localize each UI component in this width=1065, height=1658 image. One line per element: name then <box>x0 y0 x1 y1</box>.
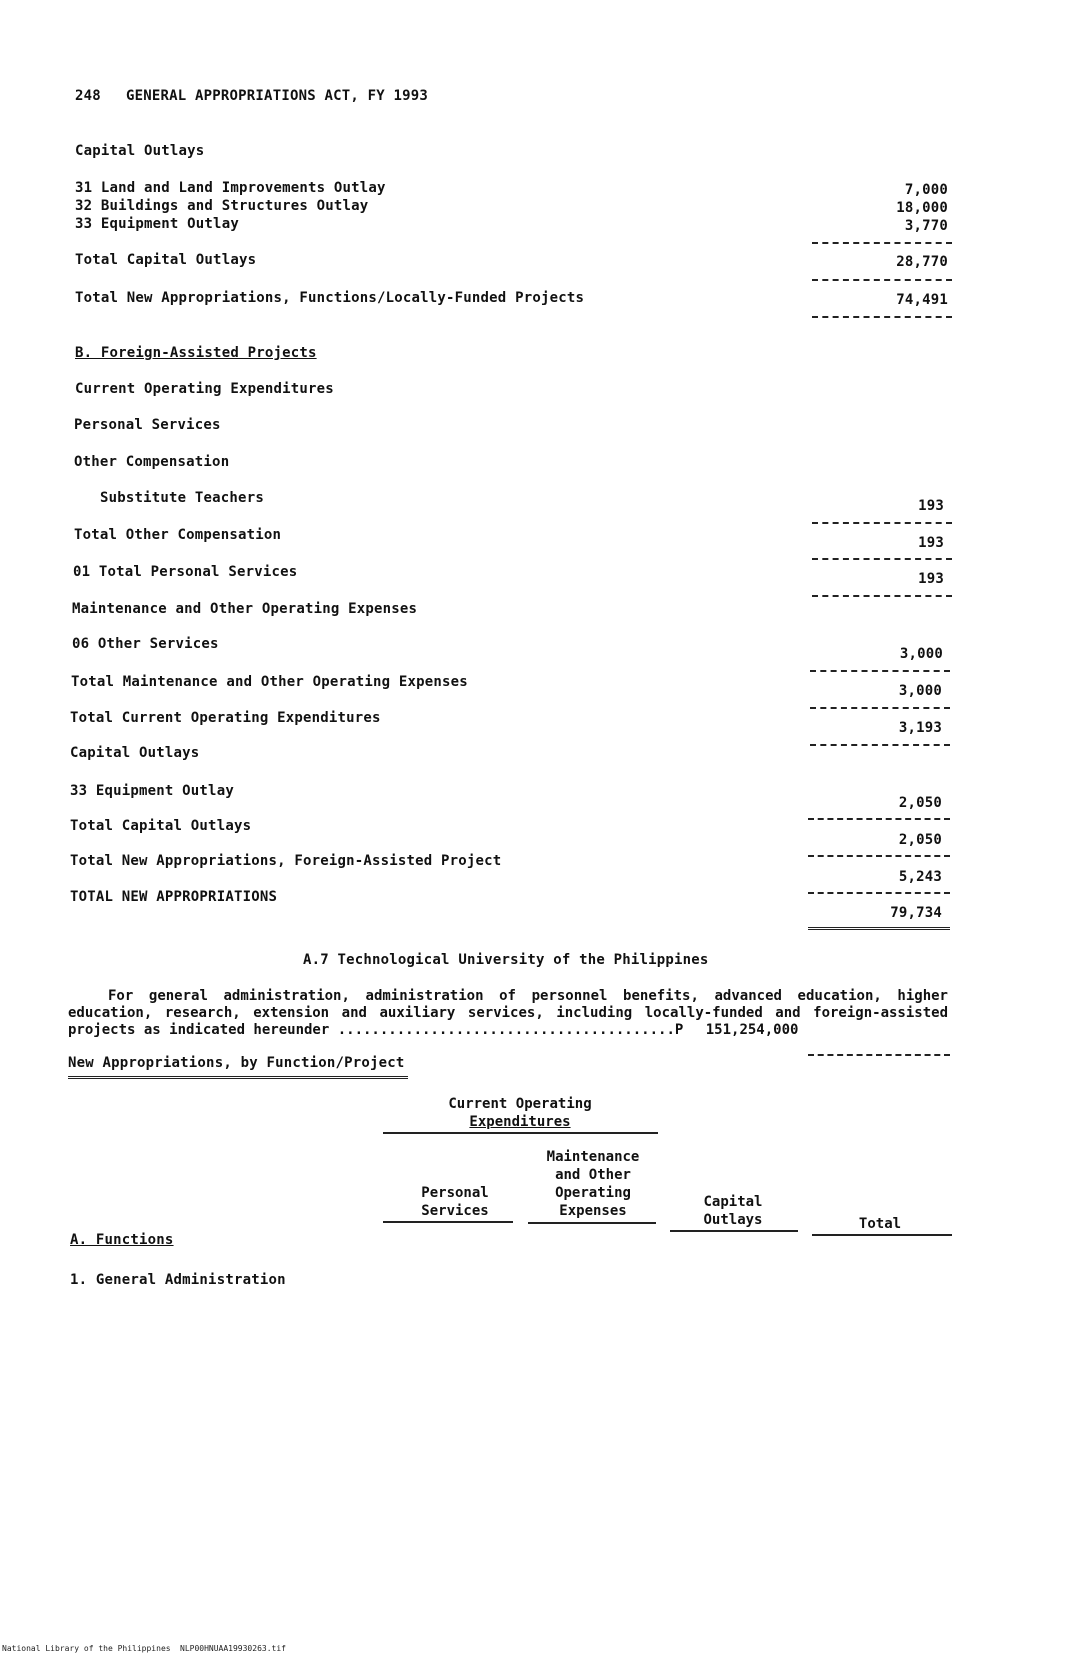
general-administration-label: 1. General Administration <box>70 1272 286 1288</box>
total-current-amount: 3,193 <box>898 720 942 736</box>
equipment-b-label: 33 Equipment Outlay <box>70 783 234 799</box>
a7-paragraph <box>68 988 948 1039</box>
total-new-amount: 79,734 <box>890 905 942 921</box>
total-capital-b-amount: 2,050 <box>898 832 942 848</box>
total-new-foreign-label: Total New Appropriations, Foreign-Assisted Project <box>70 853 502 869</box>
functions-heading: A. Functions <box>70 1232 174 1248</box>
mooe-text-4: Expenses <box>559 1203 627 1219</box>
services-text: Services <box>421 1203 489 1219</box>
divider <box>812 595 952 597</box>
footer-file: NLP00HNUAA19930263.tif <box>180 1644 286 1653</box>
current-operating-col-header <box>385 1095 655 1131</box>
total-mooe-amount: 3,000 <box>898 683 942 699</box>
page-number: 248 <box>75 88 101 104</box>
col-rule <box>528 1222 656 1224</box>
col-rule <box>670 1230 798 1232</box>
col-rule <box>812 1234 952 1236</box>
total-capital-outlays-amount: 28,770 <box>896 254 948 270</box>
footer-library: National Library of the Philippines <box>2 1644 171 1653</box>
divider <box>810 744 950 746</box>
divider <box>808 1054 950 1056</box>
divider <box>812 522 952 524</box>
divider <box>812 279 952 281</box>
total-new-foreign-amount: 5,243 <box>898 869 942 885</box>
land-outlay-amount: 7,000 <box>904 182 948 198</box>
other-services-label: 06 Other Services <box>72 636 219 652</box>
buildings-outlay-amount: 18,000 <box>896 200 948 216</box>
other-services-amount: 3,000 <box>899 646 943 662</box>
capital-outlays-heading: Capital Outlays <box>75 143 205 159</box>
section-b-heading: B. Foreign-Assisted Projects <box>75 345 317 361</box>
equipment-b-amount: 2,050 <box>898 795 942 811</box>
equipment-outlay-amount: 3,770 <box>904 218 948 234</box>
total-other-comp-amount: 193 <box>918 535 944 551</box>
personal-services-col-header <box>395 1184 515 1220</box>
capital-outlays-col-header <box>668 1193 798 1229</box>
personal-services-heading: Personal Services <box>74 417 221 433</box>
current-operating-heading: Current Operating Expenditures <box>75 381 334 397</box>
a7-total-amount: 151,254,000 <box>705 1022 799 1038</box>
new-approp-heading: New Appropriations, by Function/Project <box>68 1055 405 1071</box>
capital-outlays-b-heading: Capital Outlays <box>70 745 200 761</box>
mooe-text-2: and Other <box>555 1167 631 1183</box>
col-rule <box>383 1221 513 1223</box>
mooe-text-3: Operating <box>555 1185 631 1201</box>
outlays-text: Outlays <box>703 1212 763 1228</box>
mooe-col-header <box>528 1148 658 1220</box>
substitute-teachers-amount: 193 <box>918 498 944 514</box>
equipment-outlay-label: 33 Equipment Outlay <box>75 216 239 232</box>
other-compensation-heading: Other Compensation <box>74 454 230 470</box>
col-group-rule <box>383 1132 658 1134</box>
double-divider <box>68 1076 408 1079</box>
current-operating-text: Current Operating <box>448 1096 592 1112</box>
mooe-heading: Maintenance and Other Operating Expenses <box>72 601 418 617</box>
capital-text: Capital <box>703 1194 763 1210</box>
total-capital-b-label: Total Capital Outlays <box>70 818 252 834</box>
total-col-header <box>810 1215 950 1233</box>
total-other-comp-label: Total Other Compensation <box>74 527 282 543</box>
divider <box>808 818 950 820</box>
divider <box>810 707 950 709</box>
total-new-label: TOTAL NEW APPROPRIATIONS <box>70 889 278 905</box>
divider <box>812 558 952 560</box>
expenditures-text: Expenditures <box>469 1114 571 1130</box>
total-current-label: Total Current Operating Expenditures <box>70 710 381 726</box>
double-divider <box>808 927 950 930</box>
total-capital-outlays-label: Total Capital Outlays <box>75 252 257 268</box>
page-title: GENERAL APPROPRIATIONS ACT, FY 1993 <box>126 88 429 104</box>
total-new-approp-label: Total New Appropriations, Functions/Locally-Funded Projects <box>75 290 585 306</box>
personal-text: Personal <box>421 1185 489 1201</box>
a7-heading: A.7 Technological University of the Philippines <box>303 952 709 968</box>
divider <box>810 670 950 672</box>
mooe-text-1: Maintenance <box>546 1149 640 1165</box>
divider <box>808 892 950 894</box>
buildings-outlay-label: 32 Buildings and Structures Outlay <box>75 198 369 214</box>
divider <box>812 316 952 318</box>
substitute-teachers-label: Substitute Teachers <box>100 490 264 506</box>
total-new-approp-amount: 74,491 <box>896 292 948 308</box>
total-personal-label: 01 Total Personal Services <box>73 564 298 580</box>
total-mooe-label: Total Maintenance and Other Operating Expenses <box>71 674 468 690</box>
a7-paragraph-text: For general administration, administration of personnel benefits, advanced education, higher education, research, extension and auxiliary services, including locally-funded and foreign-assisted projects as indicated hereunder ........................................P <box>68 988 948 1038</box>
divider <box>808 855 950 857</box>
land-outlay-label: 31 Land and Land Improvements Outlay <box>75 180 386 196</box>
divider <box>812 242 952 244</box>
total-personal-amount: 193 <box>918 571 944 587</box>
total-text: Total <box>858 1216 902 1232</box>
